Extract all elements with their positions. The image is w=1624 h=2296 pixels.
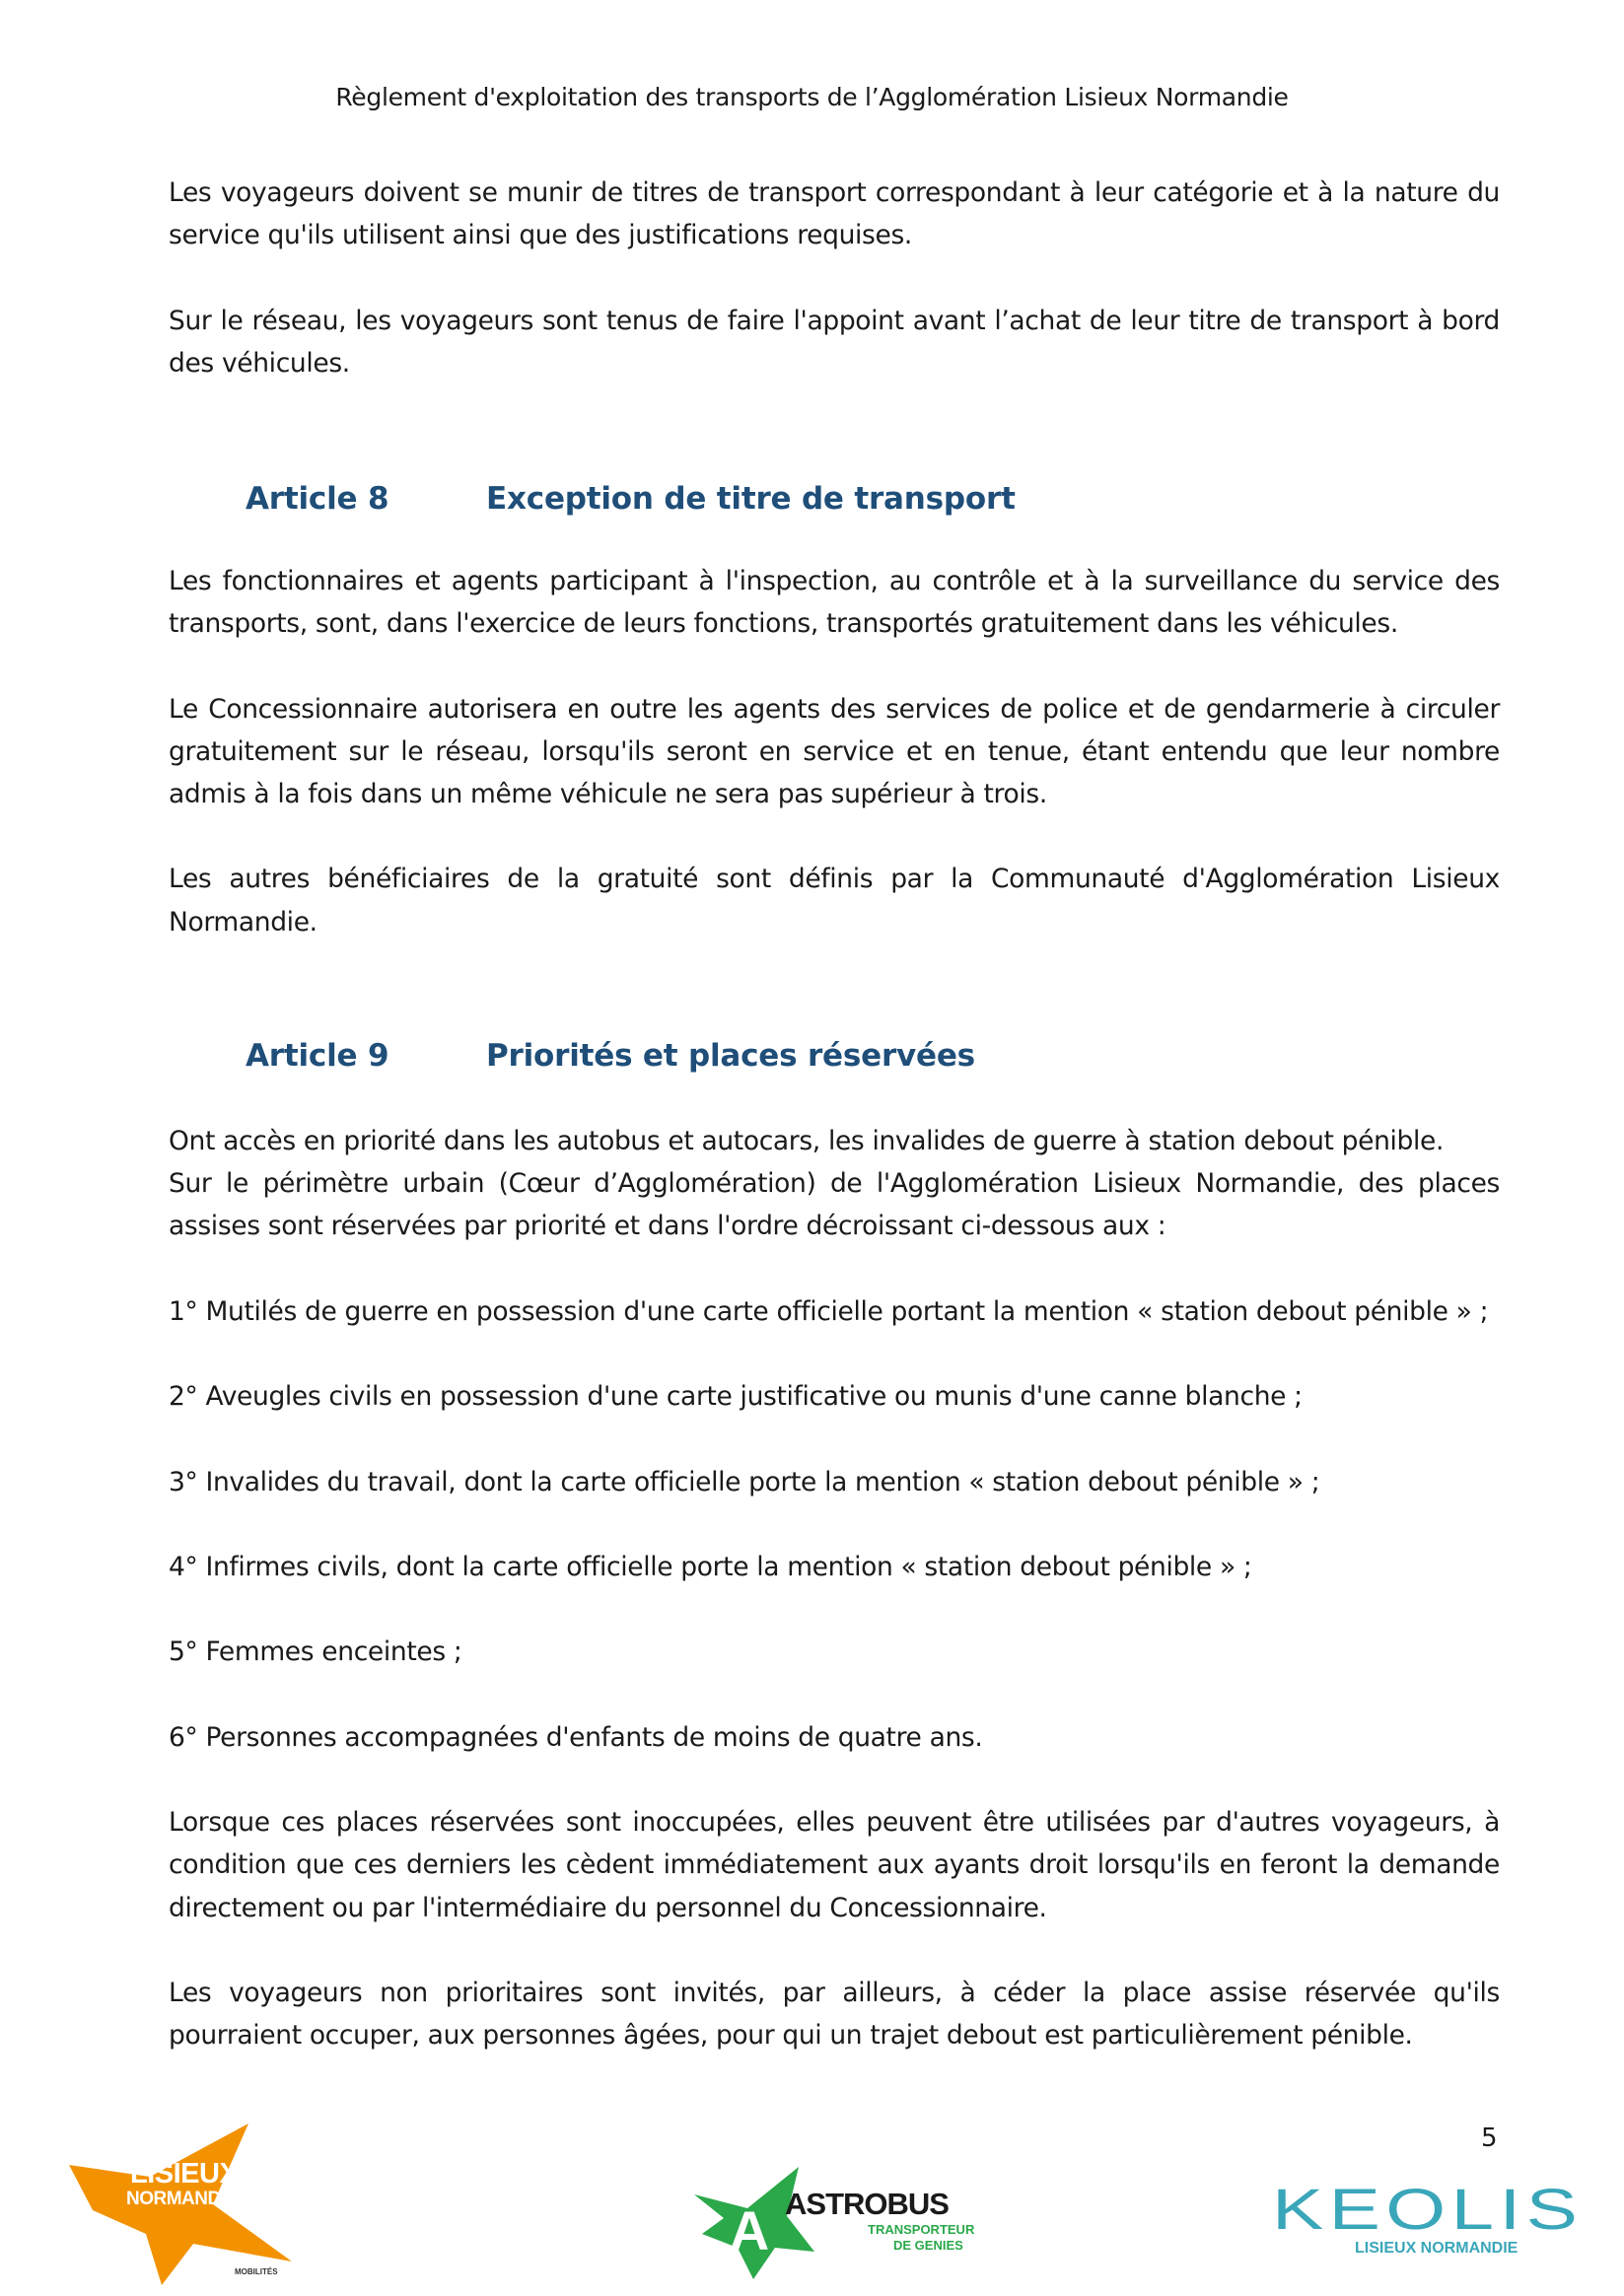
article-9-heading bbox=[246, 1038, 975, 1074]
paragraph: Les fonctionnaires et agents participant à l'inspection, au contrôle et à la surveillance du service des transports, sont, dans l'exercice de leurs fonctions, transportés gratuitement dans les véhicules. bbox=[169, 566, 1500, 640]
list-item: 3° Invalides du travail, dont la carte officielle porte la mention « station debout pénible » ; bbox=[169, 1466, 1320, 1497]
article-title: Priorités et places réservées bbox=[486, 1038, 975, 1074]
astrobus-name: ASTROBUS bbox=[785, 2187, 949, 2221]
paragraph: Sur le réseau, les voyageurs sont tenus de faire l'appoint avant l’achat de leur titre de transport à bord des véhicules. bbox=[169, 305, 1500, 379]
keolis-logo bbox=[1272, 2178, 1584, 2261]
logo-text-line3: MOBILITÉS bbox=[235, 2267, 278, 2276]
paragraph: Les voyageurs doivent se munir de titres de transport correspondant à leur catégorie et à la nature du service qu'ils utilisent ainsi que des justifications requises. bbox=[169, 177, 1500, 251]
astrobus-tagline-2: DE GENIES bbox=[893, 2238, 963, 2253]
page-number: 5 bbox=[1481, 2123, 1498, 2153]
list-item: 1° Mutilés de guerre en possession d'une carte officielle portant la mention « station debout pénible » ; bbox=[169, 1295, 1489, 1327]
paragraph: Ont accès en priorité dans les autobus et autocars, les invalides de guerre à station debout pénible. bbox=[169, 1126, 1445, 1156]
article-8-body bbox=[169, 560, 1500, 943]
astrobus-star-icon bbox=[690, 2165, 818, 2281]
list-item: 2° Aveugles civils en possession d'une carte justificative ou munis d'une canne blanche ; bbox=[169, 1381, 1303, 1413]
intro-section bbox=[169, 172, 1500, 384]
running-header: Règlement d'exploitation des transports de l’Agglomération Lisieux Normandie bbox=[335, 83, 1289, 111]
astrobus-tagline-1: TRANSPORTEUR bbox=[868, 2222, 975, 2237]
lisieux-normandie-logo bbox=[65, 2120, 302, 2287]
paragraph: Les autres bénéficiaires de la gratuité sont définis par la Communauté d'Agglomération Lisieux Normandie. bbox=[169, 864, 1500, 938]
paragraph: Le Concessionnaire autorisera en outre les agents des services de police et de gendarmerie à circuler gratuitement sur le réseau, lorsqu'ils seront en service et en tenue, étant entendu que leur nombre admis à la fois dans un même véhicule ne sera pas supérieur à trois. bbox=[169, 693, 1500, 809]
article-9-body bbox=[169, 1120, 1500, 2056]
keolis-name: KEOLIS bbox=[1272, 2178, 1584, 2242]
article-title: Exception de titre de transport bbox=[486, 481, 1016, 517]
list-item: 4° Infirmes civils, dont la carte officielle porte la mention « station debout pénible » ; bbox=[169, 1551, 1252, 1582]
list-item: 5° Femmes enceintes ; bbox=[169, 1636, 462, 1668]
article-number: Article 8 bbox=[246, 481, 389, 517]
logo-text-line2: NORMANDIE bbox=[126, 2189, 238, 2209]
svg-text:A: A bbox=[729, 2199, 770, 2261]
paragraph: Lorsque ces places réservées sont inoccupées, elles peuvent être utilisées par d'autres voyageurs, à condition que ces derniers les cèdent immédiatement aux ayants droit lorsqu'ils en feront la demande directement ou par l'intermédiaire du personnel du Concessionnaire. bbox=[169, 1807, 1500, 1923]
article-number: Article 9 bbox=[246, 1038, 389, 1074]
keolis-subtitle: LISIEUX NORMANDIE bbox=[1355, 2240, 1518, 2257]
article-8-heading bbox=[246, 481, 1016, 517]
astrobus-logo bbox=[690, 2165, 986, 2281]
list-item: 6° Personnes accompagnées d'enfants de moins de quatre ans. bbox=[169, 1721, 983, 1753]
logo-text-line1: LISIEUX bbox=[130, 2158, 239, 2190]
paragraph: Sur le périmètre urbain (Cœur d’Agglomération) de l'Agglomération Lisieux Normandie, des places assises sont réservées par priorité et dans l'ordre décroissant ci-dessous aux : bbox=[169, 1168, 1500, 1242]
paragraph: Les voyageurs non prioritaires sont invités, par ailleurs, à céder la place assise réservée qu'ils pourraient occuper, aux personnes âgées, pour qui un trajet debout est particulièrement pénible. bbox=[169, 1977, 1500, 2052]
